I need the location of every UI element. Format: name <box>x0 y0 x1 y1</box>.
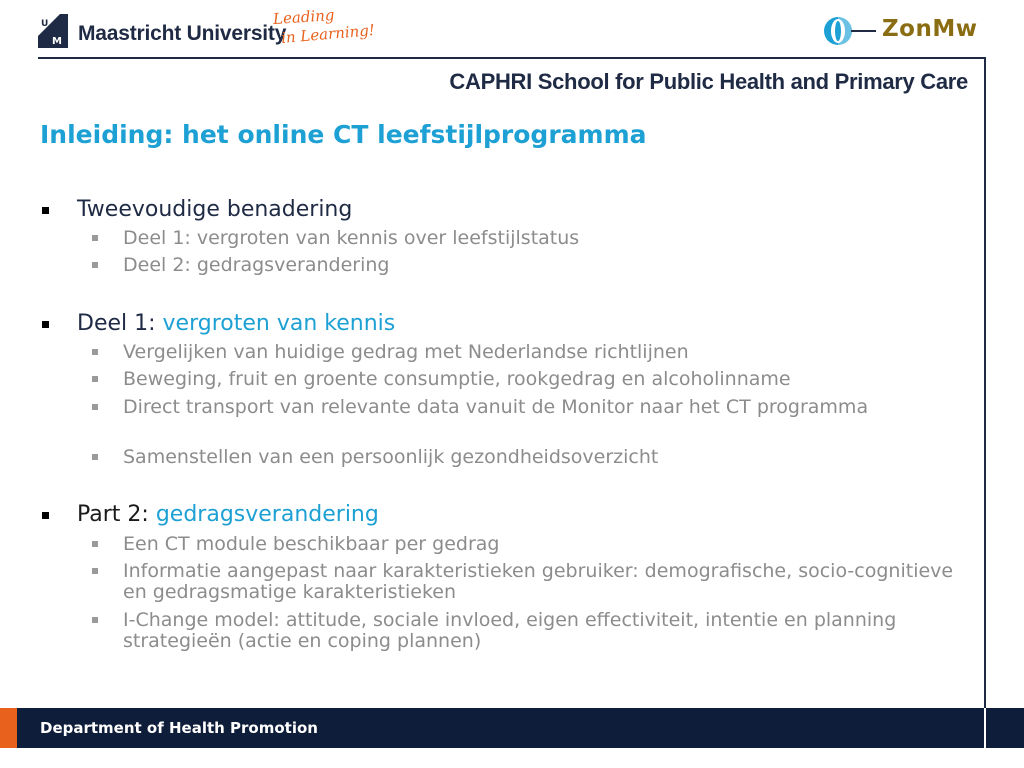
footer-separator <box>984 708 986 748</box>
bullet-label: Tweevoudige benadering <box>77 197 353 222</box>
sub-bullet-square-icon <box>92 376 98 382</box>
bullet-label: Part 2: <box>77 502 156 527</box>
tagline-line1: Leading <box>272 5 336 29</box>
sub-bullet-text: Deel 2: gedragsverandering <box>123 254 390 276</box>
university-name: Maastricht University <box>78 22 287 45</box>
sub-bullet-square-icon <box>92 404 98 410</box>
sub-bullet-square-icon <box>92 235 98 241</box>
tagline-line2: in Learning! <box>280 20 376 48</box>
bullet-highlight: gedragsverandering <box>155 502 379 527</box>
um-logo-icon <box>38 14 68 48</box>
footer-bar <box>0 708 1024 748</box>
footer-department: Department of Health Promotion <box>40 719 318 737</box>
sub-bullet-text: Beweging, fruit en groente consumptie, rookgedrag en alcoholinname <box>123 368 791 390</box>
sub-bullet-square-icon <box>92 617 98 623</box>
zonmw-logo-icon <box>818 12 876 50</box>
header-divider <box>38 57 986 59</box>
sub-bullet-text: Direct transport van relevante data vanuit de Monitor naar het CT programma <box>123 396 869 418</box>
sub-bullet-text: Samenstellen van een persoonlijk gezondheidsoverzicht <box>123 446 659 468</box>
right-border <box>984 57 986 748</box>
sub-bullet-text: Informatie aangepast naar karakteristieken gebruiker: demografische, socio-cognitieve en gedragsmatige karakteristieken <box>123 560 954 603</box>
svg-text:M: M <box>52 36 62 47</box>
bullet-square-icon <box>42 512 49 519</box>
sub-bullet-text: Vergelijken van huidige gedrag met Nederlandse richtlijnen <box>123 341 689 363</box>
bullet-square-icon <box>42 321 49 328</box>
sub-bullet-square-icon <box>92 568 98 574</box>
zonmw-wordmark: ZonMw <box>882 16 978 42</box>
sub-bullet-text: Een CT module beschikbaar per gedrag <box>123 533 500 555</box>
bullet-label: Deel 1: <box>77 311 163 336</box>
sub-bullet-square-icon <box>92 262 98 268</box>
sub-bullet-square-icon <box>92 349 98 355</box>
slide-title: Inleiding: het online CT leefstijlprogramma <box>40 120 647 149</box>
sub-bullet-text: I-Change model: attitude, sociale invloed, eigen effectiviteit, intentie en planning strategieën (actie en coping plannen) <box>123 609 897 652</box>
sub-bullet-square-icon <box>92 541 98 547</box>
sub-bullet-text: Deel 1: vergroten van kennis over leefstijlstatus <box>123 227 580 249</box>
footer-accent <box>0 708 17 748</box>
svg-text:U: U <box>41 19 49 29</box>
bullet-square-icon <box>42 207 49 214</box>
sub-bullet-square-icon <box>92 454 98 460</box>
bullet-highlight: vergroten van kennis <box>162 311 396 336</box>
school-name: CAPHRI School for Public Health and Primary Care <box>449 69 968 94</box>
tagline <box>271 5 376 48</box>
